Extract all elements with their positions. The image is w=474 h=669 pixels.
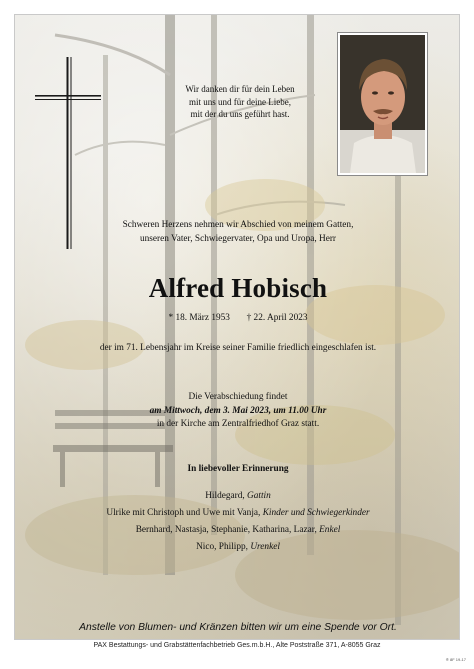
mourner-row	[15, 522, 460, 539]
farewell-line: Die Verabschiedung findet	[188, 392, 288, 402]
mourner-role: Gattin	[247, 491, 271, 501]
mourner-names: Bernhard, Nastasja, Stephanie, Katharina, Lazar,	[135, 525, 320, 535]
mourner-role: Urenkel	[250, 542, 280, 552]
portrait-illustration	[340, 35, 425, 173]
quote-line: mit der du uns geführt hast.	[190, 109, 290, 119]
obituary-card	[14, 14, 460, 640]
donation-request: Anstelle von Blumen- und Kränzen bitten wir um eine Spende vor Ort.	[79, 622, 397, 633]
passing-text: der im 71. Lebensjahr im Kreise seiner Familie friedlich eingeschlafen ist.	[99, 343, 377, 353]
intro-line: unseren Vater, Schwiegervater, Opa und Uropa, Herr	[139, 234, 337, 244]
intro-line: Schweren Herzens nehmen wir Abschied von meinem Gatten,	[122, 220, 354, 230]
funeral-announcement	[15, 391, 460, 432]
mourner-names: Ulrike mit Christoph und Uwe mit Vanja,	[106, 508, 263, 518]
mourner-names: Nico, Philipp,	[196, 542, 251, 552]
memorial-quote	[165, 83, 315, 121]
mourner-role: Kinder und Schwiegerkinder	[262, 508, 370, 518]
death-date: † 22. April 2023	[246, 313, 308, 323]
mourner-row	[15, 505, 460, 522]
birth-date: * 18. März 1953	[168, 313, 230, 323]
mourner-role: Enkel	[319, 525, 341, 535]
life-dates	[15, 313, 460, 323]
funeral-home-footer: PAX Bestattungs- und Grabstättenfachbetrieb Ges.m.b.H., Alte Poststraße 371, A-8055 Graz	[93, 642, 381, 649]
portrait-photo	[338, 33, 427, 175]
mourners-title: In liebevoller Erinnerung	[187, 464, 289, 474]
mourner-row	[15, 539, 460, 556]
funeral-location: in der Kirche am Zentralfriedhof Graz statt.	[156, 419, 320, 429]
mourners-list	[15, 488, 460, 556]
mourner-names: Hildegard,	[205, 491, 248, 501]
document-code: ® 8F 19-17	[445, 657, 466, 662]
mourner-row	[15, 488, 460, 505]
intro-text	[15, 218, 460, 246]
deceased-name: Alfred Hobisch	[148, 273, 328, 303]
quote-line: Wir danken dir für dein Leben	[185, 84, 295, 94]
funeral-date-time: am Mittwoch, dem 3. Mai 2023, um 11.00 Uhr	[149, 405, 327, 416]
quote-line: mit uns und für deine Liebe,	[189, 96, 291, 107]
